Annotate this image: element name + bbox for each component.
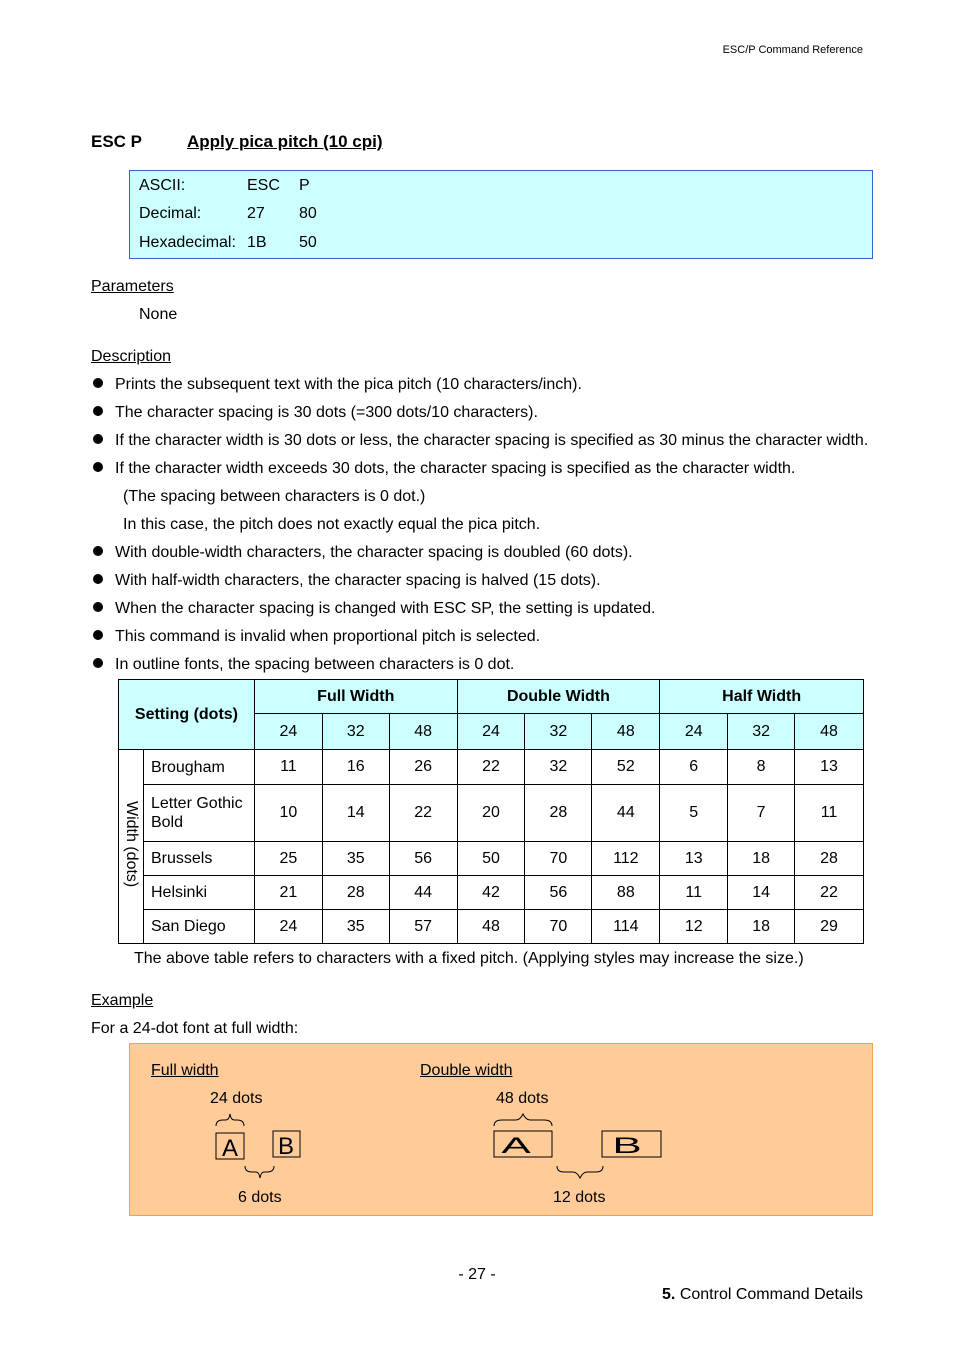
setting-header: Setting (dots) (119, 680, 255, 750)
cell: 25 (254, 842, 322, 876)
bullet-icon (93, 406, 103, 416)
cell: 22 (795, 876, 864, 910)
example-box (129, 1043, 873, 1216)
brace-icon (216, 1114, 244, 1126)
table-row (119, 876, 864, 910)
cell: 18 (728, 842, 795, 876)
code-value: 50 (299, 234, 317, 251)
cell: 11 (660, 876, 728, 910)
bullet-icon (93, 602, 103, 612)
cell: 12 (660, 910, 728, 944)
bullet-item: With double-width characters, the character spacing is doubled (60 dots). (91, 544, 633, 562)
bullet-icon (93, 574, 103, 584)
double-width-dots: 48 dots (496, 1090, 549, 1107)
side-label: Width (dots) (119, 750, 144, 944)
cell: 13 (795, 750, 864, 785)
bullet-item: This command is invalid when proportional pitch is selected. (91, 628, 540, 646)
bullet-icon (93, 434, 103, 444)
code-box (129, 170, 873, 259)
cell: 112 (592, 842, 660, 876)
cell: 16 (322, 750, 389, 785)
bullet-icon (93, 658, 103, 668)
cell: 50 (457, 842, 525, 876)
cell: 21 (254, 876, 322, 910)
bullet-icon (93, 378, 103, 388)
table-note: The above table refers to characters with a fixed pitch. (Applying styles may increase the size.) (134, 950, 804, 967)
size-header: 24 (457, 714, 525, 750)
cell: 70 (525, 842, 592, 876)
bullet-icon (93, 462, 103, 472)
cell: 48 (457, 910, 525, 944)
char-a-double: A (501, 1134, 531, 1159)
cell: 14 (728, 876, 795, 910)
size-header: 48 (592, 714, 660, 750)
full-width-label: Full width (151, 1062, 219, 1079)
header-reference: ESC/P Command Reference (722, 44, 863, 56)
code-value: 27 (247, 205, 265, 222)
bullet-note: (The spacing between characters is 0 dot.) (123, 488, 426, 505)
table-row (119, 910, 864, 944)
cell: 42 (457, 876, 525, 910)
font-name: San Diego (143, 910, 254, 944)
cell: 24 (254, 910, 322, 944)
command-title (91, 132, 383, 152)
size-header: 32 (525, 714, 592, 750)
brace-icon (494, 1114, 552, 1126)
group-double-width: Double Width (457, 680, 660, 714)
cell: 8 (728, 750, 795, 785)
code-label: ASCII: (139, 177, 186, 194)
cell: 13 (660, 842, 728, 876)
bullet-item: When the character spacing is changed with ESC SP, the setting is updated. (91, 600, 655, 618)
cell: 7 (728, 785, 795, 842)
code-value: ESC (247, 177, 280, 194)
parameters-value: None (139, 306, 178, 323)
bullet-item: If the character width exceeds 30 dots, the character spacing is specified as the character width. (91, 460, 795, 478)
code-value: P (299, 177, 310, 194)
cell: 29 (795, 910, 864, 944)
parameters-heading: Parameters (91, 278, 174, 295)
bullet-icon (93, 546, 103, 556)
cell: 114 (592, 910, 660, 944)
bullet-item: With half-width characters, the character spacing is halved (15 dots). (91, 572, 601, 590)
footer-section (0, 1286, 863, 1304)
cell: 14 (322, 785, 389, 842)
code-label: Decimal: (139, 205, 202, 222)
table-row (119, 750, 864, 785)
bullet-icon (93, 630, 103, 640)
cell: 32 (525, 750, 592, 785)
size-header: 48 (795, 714, 864, 750)
cell: 22 (457, 750, 525, 785)
spacing-diagram (130, 1044, 874, 1217)
command-name: ESC P (91, 132, 143, 151)
cell: 44 (592, 785, 660, 842)
cell: 10 (254, 785, 322, 842)
char-a: A (221, 1135, 239, 1162)
example-heading: Example (91, 992, 154, 1009)
size-header: 32 (728, 714, 795, 750)
code-label: Hexadecimal: (139, 234, 236, 251)
cell: 28 (795, 842, 864, 876)
size-header: 32 (322, 714, 389, 750)
cell: 35 (322, 842, 389, 876)
font-name: Brussels (143, 842, 254, 876)
cell: 11 (795, 785, 864, 842)
size-header: 24 (660, 714, 728, 750)
code-value: 1B (247, 234, 267, 251)
size-header: 24 (254, 714, 322, 750)
cell: 20 (457, 785, 525, 842)
double-width-label: Double width (420, 1062, 513, 1079)
cell: 35 (322, 910, 389, 944)
section-title: Control Command Details (679, 1286, 863, 1303)
cell: 5 (660, 785, 728, 842)
bullet-item: The character spacing is 30 dots (=300 dots/10 characters). (91, 404, 538, 422)
char-b-double: B (612, 1134, 642, 1159)
bullet-item: In outline fonts, the spacing between characters is 0 dot. (91, 656, 514, 674)
cell: 22 (389, 785, 457, 842)
cell: 26 (389, 750, 457, 785)
cell: 18 (728, 910, 795, 944)
full-width-dots: 24 dots (210, 1090, 263, 1107)
example-intro: For a 24-dot font at full width: (91, 1020, 299, 1037)
bullet-note: In this case, the pitch does not exactly equal the pica pitch. (123, 516, 541, 533)
bullet-item: If the character width is 30 dots or less, the character spacing is specified as 30 minus the character width. (91, 432, 868, 450)
font-name: Brougham (143, 750, 254, 785)
cell: 52 (592, 750, 660, 785)
full-gap-dots: 6 dots (238, 1189, 282, 1206)
brace-icon (245, 1166, 274, 1178)
cell: 56 (389, 842, 457, 876)
cell: 56 (525, 876, 592, 910)
char-b: B (277, 1133, 295, 1160)
cell: 6 (660, 750, 728, 785)
brace-icon (557, 1166, 603, 1178)
font-name: Helsinki (143, 876, 254, 910)
cell: 11 (254, 750, 322, 785)
bullet-item: Prints the subsequent text with the pica pitch (10 characters/inch). (91, 376, 582, 394)
cell: 70 (525, 910, 592, 944)
section-number: 5. (662, 1286, 676, 1303)
cell: 44 (389, 876, 457, 910)
table-row (119, 785, 864, 842)
double-gap-dots: 12 dots (553, 1189, 606, 1206)
spacing-table (118, 679, 864, 944)
table-row (119, 842, 864, 876)
size-header: 48 (389, 714, 457, 750)
cell: 28 (322, 876, 389, 910)
group-full-width: Full Width (254, 680, 457, 714)
description-heading: Description (91, 348, 172, 365)
cell: 28 (525, 785, 592, 842)
cell: 88 (592, 876, 660, 910)
command-description: Apply pica pitch (10 cpi) (187, 132, 383, 151)
cell: 57 (389, 910, 457, 944)
page-number: - 27 - (458, 1266, 496, 1283)
font-name: Letter Gothic Bold (143, 785, 254, 842)
code-value: 80 (299, 205, 317, 222)
group-half-width: Half Width (660, 680, 864, 714)
